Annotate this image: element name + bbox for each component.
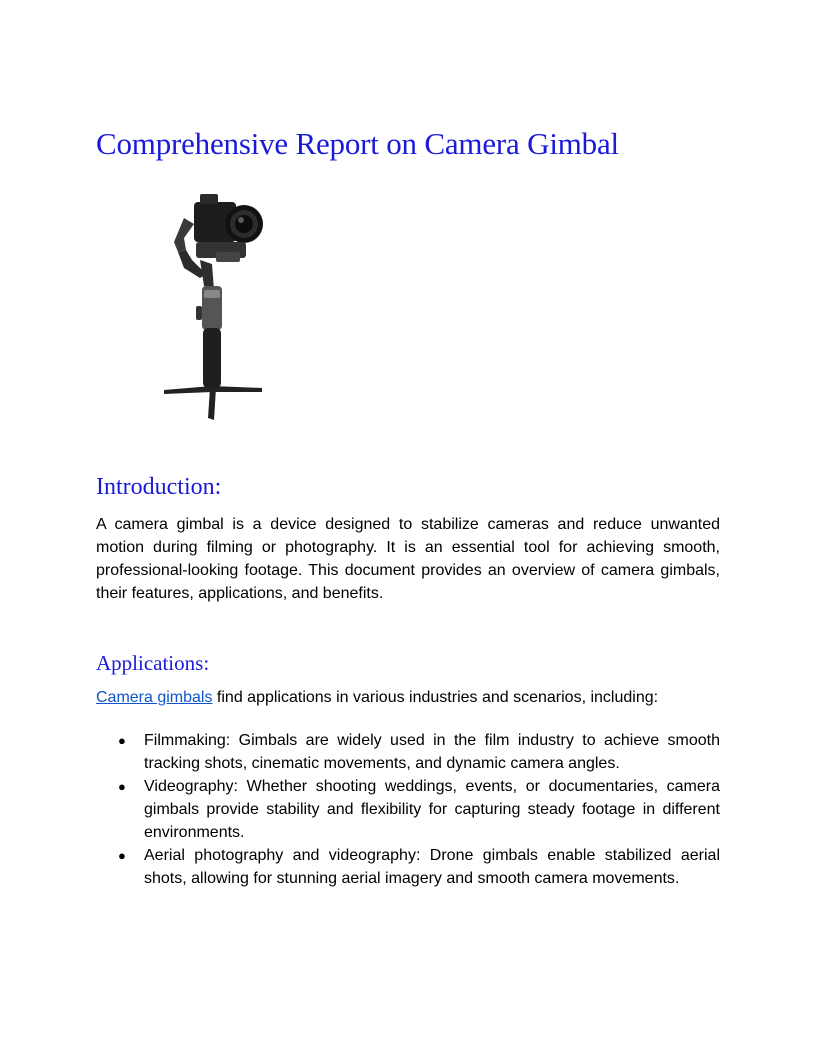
camera-gimbal-photo xyxy=(156,190,276,425)
list-item xyxy=(96,729,720,775)
list-item xyxy=(96,844,720,890)
list-item-text: Filmmaking: Gimbals are widely used in the film industry to achieve smooth tracking shots, cinematic movements, and dynamic camera angles. xyxy=(144,732,720,772)
list-item-text: Videography: Whether shooting weddings, events, or documentaries, camera gimbals provide stability and flexibility for capturing steady footage in different environments. xyxy=(144,778,720,841)
camera-gimbals-link[interactable]: Camera gimbals xyxy=(96,689,213,706)
list-item-text: Aerial photography and videography: Drone gimbals enable stabilized aerial shots, allowing for stunning aerial imagery and smooth camera movements. xyxy=(144,847,720,887)
bullet-icon: ● xyxy=(118,848,126,863)
applications-heading: Applications: xyxy=(96,651,210,675)
applications-intro xyxy=(96,686,720,709)
introduction-heading: Introduction: xyxy=(96,474,222,500)
applications-intro-text: find applications in various industries and scenarios, including: xyxy=(212,689,659,706)
bullet-icon: ● xyxy=(118,733,126,748)
applications-list xyxy=(96,729,720,890)
page-title: Comprehensive Report on Camera Gimbal xyxy=(96,126,619,161)
introduction-paragraph: A camera gimbal is a device designed to stabilize cameras and reduce unwanted motion during filming or photography. It is an essential tool for achieving smooth, professional-looking footage. This document provides an overview of camera gimbals, their features, applications, and benefits. xyxy=(96,516,720,602)
bullet-icon: ● xyxy=(118,779,126,794)
list-item xyxy=(96,775,720,844)
